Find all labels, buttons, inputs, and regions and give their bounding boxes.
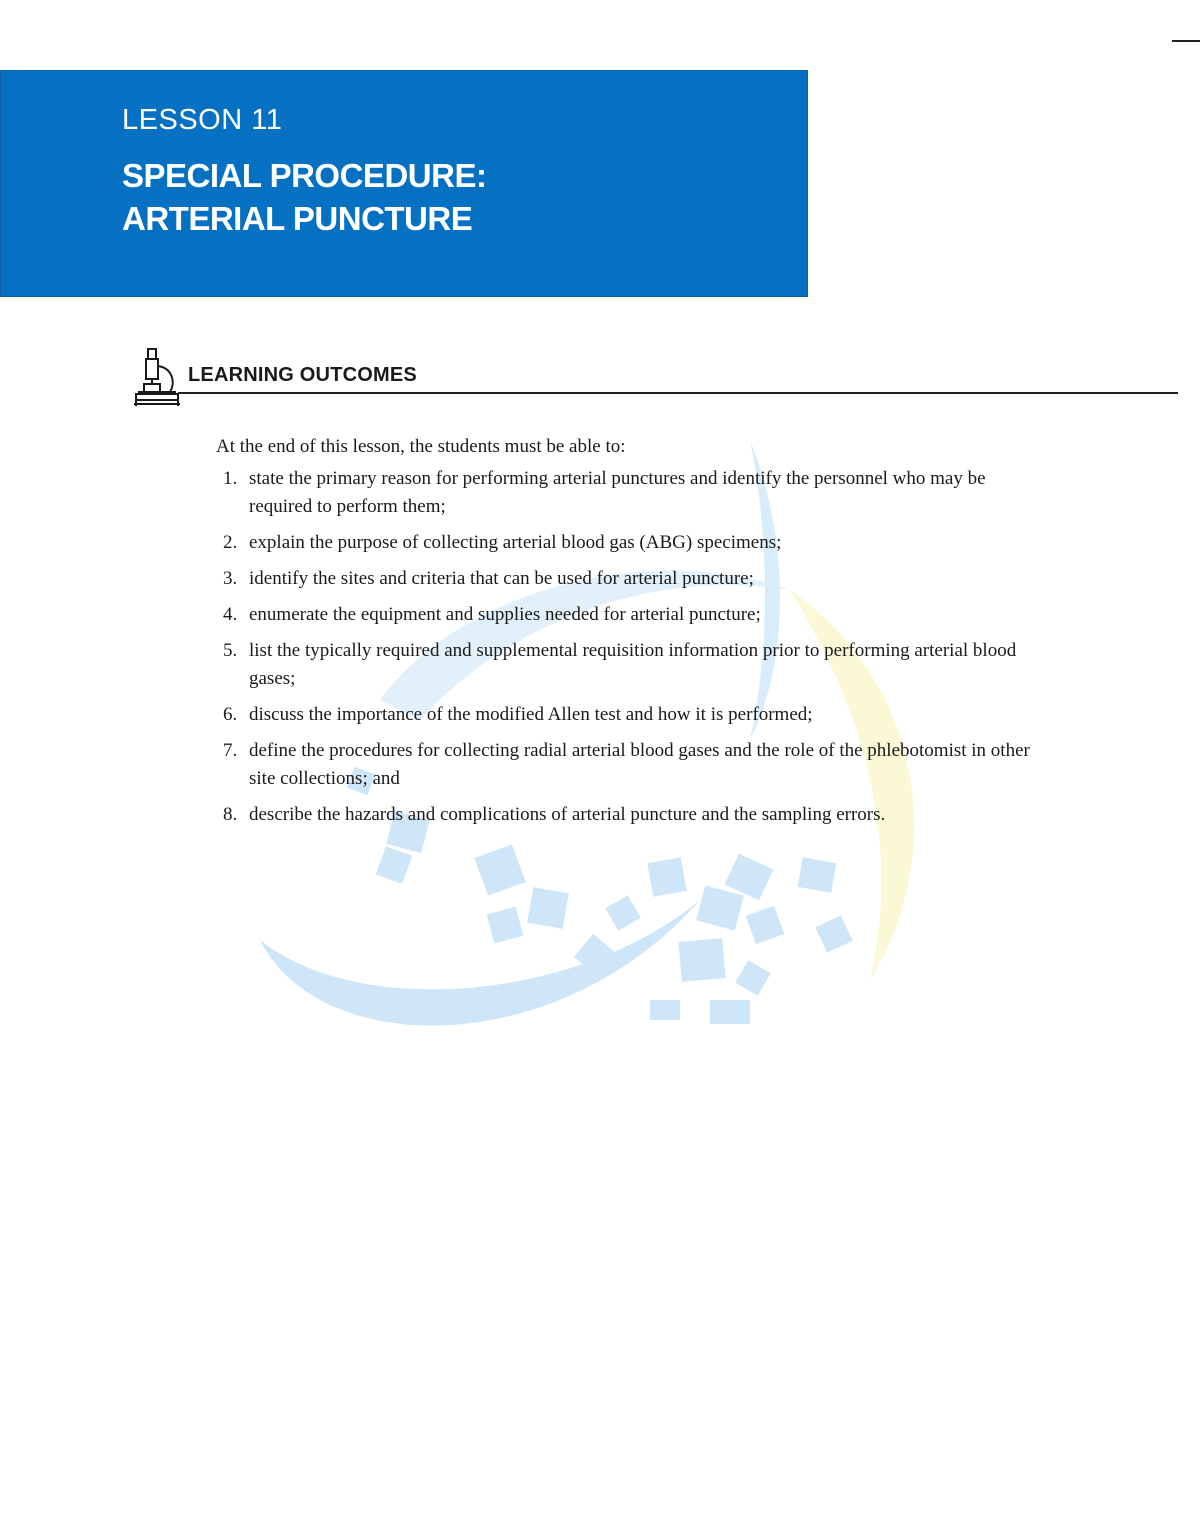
lesson-title <box>122 154 486 240</box>
list-item-number: 3. <box>223 568 238 589</box>
list-item-number: 2. <box>223 532 238 553</box>
list-item <box>216 701 1036 729</box>
list-item-number: 5. <box>223 640 238 661</box>
list-item <box>216 737 1036 793</box>
list-item-number: 1. <box>223 468 238 489</box>
list-item-number: 6. <box>223 704 238 725</box>
microscope-icon <box>130 346 184 410</box>
list-item-text: explain the purpose of collecting arterial blood gas (ABG) specimens; <box>249 532 782 553</box>
learning-outcomes-title: LEARNING OUTCOMES <box>188 364 417 386</box>
list-item <box>216 801 1036 829</box>
list-item-text: define the procedures for collecting radial arterial blood gases and the role of the phlebotomist in other site collections; and <box>249 740 1030 789</box>
lesson-title-line-2: ARTERIAL PUNCTURE <box>122 200 473 237</box>
list-item <box>216 601 1036 629</box>
list-item-number: 4. <box>223 604 238 625</box>
list-item-text: discuss the importance of the modified Allen test and how it is performed; <box>249 704 813 725</box>
list-item-text: list the typically required and supplemental requisition information prior to performing arterial blood gases; <box>249 640 1017 689</box>
outcomes-list <box>216 465 1036 829</box>
learning-outcomes-content <box>216 433 1036 837</box>
top-corner-rule <box>1172 40 1200 42</box>
list-item-text: identify the sites and criteria that can be used for arterial puncture; <box>249 568 754 589</box>
intro-text: At the end of this lesson, the students must be able to: <box>216 436 626 457</box>
list-item-text: state the primary reason for performing arterial punctures and identify the personnel who may be required to perform them; <box>249 468 986 517</box>
section-divider <box>178 392 1178 394</box>
lesson-number: LESSON 11 <box>122 104 283 136</box>
list-item-text: describe the hazards and complications of arterial puncture and the sampling errors. <box>249 804 886 825</box>
list-item <box>216 465 1036 521</box>
list-item <box>216 637 1036 693</box>
list-item <box>216 529 1036 557</box>
list-item <box>216 565 1036 593</box>
list-item-number: 7. <box>223 740 238 761</box>
list-item-text: enumerate the equipment and supplies needed for arterial puncture; <box>249 604 761 625</box>
list-item-number: 8. <box>223 804 238 825</box>
lesson-title-line-1: SPECIAL PROCEDURE: <box>122 157 487 194</box>
learning-outcomes-header <box>130 346 1178 410</box>
